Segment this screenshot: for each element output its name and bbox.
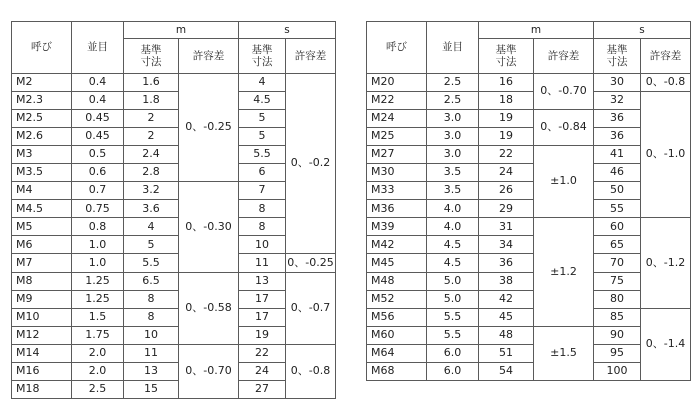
cell-s-tolerance: 0、-1.4 <box>641 308 691 380</box>
table-row <box>12 254 336 272</box>
cell-m-tolerance: 0、-0.25 <box>179 74 239 182</box>
header-pitch: 並目 <box>72 22 124 74</box>
table-row <box>12 272 336 290</box>
cell-pitch: 4.0 <box>427 218 479 236</box>
cell-s-basic: 24 <box>239 362 286 380</box>
cell-m-tolerance: 0、-0.70 <box>179 344 239 398</box>
cell-m-basic: 29 <box>479 200 534 218</box>
cell-pitch: 2.0 <box>72 362 124 380</box>
cell-s-basic: 95 <box>594 344 641 362</box>
cell-pitch: 6.0 <box>427 344 479 362</box>
cell-pitch: 5.0 <box>427 290 479 308</box>
cell-m-tolerance: 0、-0.70 <box>534 74 594 110</box>
cell-name: M4.5 <box>12 200 72 218</box>
cell-m-basic: 19 <box>479 128 534 146</box>
cell-s-basic: 50 <box>594 182 641 200</box>
cell-s-basic: 100 <box>594 362 641 380</box>
cell-m-tolerance: 0、-0.30 <box>179 182 239 272</box>
cell-m-tolerance: 0、-0.58 <box>179 272 239 344</box>
cell-pitch: 0.45 <box>72 128 124 146</box>
header-m: m <box>479 22 594 39</box>
cell-name: M68 <box>367 362 427 380</box>
table-row <box>367 92 691 110</box>
cell-name: M24 <box>367 110 427 128</box>
cell-m-basic: 15 <box>124 380 179 398</box>
cell-name: M2.5 <box>12 110 72 128</box>
cell-m-basic: 5.5 <box>124 254 179 272</box>
cell-name: M60 <box>367 326 427 344</box>
cell-name: M10 <box>12 308 72 326</box>
cell-s-basic: 17 <box>239 290 286 308</box>
cell-name: M25 <box>367 128 427 146</box>
cell-m-basic: 4 <box>124 218 179 236</box>
cell-pitch: 2.5 <box>72 380 124 398</box>
cell-s-basic: 6 <box>239 164 286 182</box>
cell-pitch: 1.0 <box>72 236 124 254</box>
cell-s-basic: 60 <box>594 218 641 236</box>
cell-pitch: 4.0 <box>427 200 479 218</box>
cell-name: M18 <box>12 380 72 398</box>
cell-s-basic: 32 <box>594 92 641 110</box>
cell-s-basic: 10 <box>239 236 286 254</box>
cell-pitch: 3.0 <box>427 146 479 164</box>
cell-s-tolerance: 0、-0.2 <box>286 74 336 254</box>
cell-s-basic: 22 <box>239 344 286 362</box>
cell-pitch: 0.75 <box>72 200 124 218</box>
cell-m-basic: 2.8 <box>124 164 179 182</box>
cell-s-basic: 46 <box>594 164 641 182</box>
cell-name: M3 <box>12 146 72 164</box>
cell-name: M39 <box>367 218 427 236</box>
cell-name: M45 <box>367 254 427 272</box>
cell-pitch: 0.8 <box>72 218 124 236</box>
cell-m-tolerance: 0、-0.84 <box>534 110 594 146</box>
cell-name: M2.6 <box>12 128 72 146</box>
cell-m-basic: 8 <box>124 290 179 308</box>
cell-pitch: 1.5 <box>72 308 124 326</box>
cell-pitch: 1.75 <box>72 326 124 344</box>
cell-name: M48 <box>367 272 427 290</box>
cell-pitch: 0.5 <box>72 146 124 164</box>
cell-name: M4 <box>12 182 72 200</box>
cell-pitch: 5.5 <box>427 326 479 344</box>
header-s-basic: 基準 寸法 <box>594 39 641 74</box>
cell-m-basic: 13 <box>124 362 179 380</box>
cell-pitch: 4.5 <box>427 236 479 254</box>
header-s: s <box>594 22 691 39</box>
cell-m-tolerance: ±1.5 <box>534 326 594 380</box>
cell-m-basic: 8 <box>124 308 179 326</box>
header-s-tolerance: 許容差 <box>286 39 336 74</box>
cell-name: M56 <box>367 308 427 326</box>
header-s-tolerance: 許容差 <box>641 39 691 74</box>
cell-pitch: 3.0 <box>427 128 479 146</box>
cell-s-basic: 75 <box>594 272 641 290</box>
cell-name: M64 <box>367 344 427 362</box>
cell-m-basic: 16 <box>479 74 534 92</box>
cell-name: M2 <box>12 74 72 92</box>
cell-name: M52 <box>367 290 427 308</box>
cell-m-basic: 22 <box>479 146 534 164</box>
cell-name: M3.5 <box>12 164 72 182</box>
cell-pitch: 2.5 <box>427 92 479 110</box>
cell-pitch: 1.25 <box>72 272 124 290</box>
cell-s-basic: 70 <box>594 254 641 272</box>
header-s-basic: 基準 寸法 <box>239 39 286 74</box>
cell-m-basic: 51 <box>479 344 534 362</box>
cell-m-basic: 24 <box>479 164 534 182</box>
cell-s-basic: 4 <box>239 74 286 92</box>
cell-s-tolerance: 0、-1.2 <box>641 218 691 308</box>
header-name: 呼び <box>367 22 427 74</box>
cell-s-basic: 55 <box>594 200 641 218</box>
cell-m-basic: 26 <box>479 182 534 200</box>
cell-pitch: 2.5 <box>427 74 479 92</box>
header-m-tolerance: 許容差 <box>534 39 594 74</box>
cell-name: M33 <box>367 182 427 200</box>
table-row <box>367 308 691 326</box>
cell-m-basic: 54 <box>479 362 534 380</box>
header-pitch: 並目 <box>427 22 479 74</box>
cell-s-basic: 85 <box>594 308 641 326</box>
cell-pitch: 0.4 <box>72 92 124 110</box>
cell-m-basic: 10 <box>124 326 179 344</box>
cell-m-basic: 2 <box>124 110 179 128</box>
cell-s-basic: 13 <box>239 272 286 290</box>
cell-s-tolerance: 0、-0.8 <box>286 344 336 398</box>
cell-name: M36 <box>367 200 427 218</box>
cell-s-basic: 36 <box>594 128 641 146</box>
table-row <box>367 74 691 92</box>
header-s: s <box>239 22 336 39</box>
cell-m-basic: 48 <box>479 326 534 344</box>
cell-pitch: 3.5 <box>427 182 479 200</box>
cell-name: M22 <box>367 92 427 110</box>
cell-name: M14 <box>12 344 72 362</box>
cell-s-basic: 7 <box>239 182 286 200</box>
cell-s-tolerance: 0、-0.8 <box>641 74 691 92</box>
cell-m-basic: 36 <box>479 254 534 272</box>
cell-s-basic: 80 <box>594 290 641 308</box>
cell-name: M8 <box>12 272 72 290</box>
cell-m-basic: 5 <box>124 236 179 254</box>
cell-name: M16 <box>12 362 72 380</box>
cell-s-basic: 19 <box>239 326 286 344</box>
cell-m-basic: 1.8 <box>124 92 179 110</box>
dimension-table-right <box>366 21 691 381</box>
cell-m-basic: 3.6 <box>124 200 179 218</box>
cell-s-basic: 4.5 <box>239 92 286 110</box>
header-m-basic: 基準 寸法 <box>479 39 534 74</box>
header-name: 呼び <box>12 22 72 74</box>
cell-name: M5 <box>12 218 72 236</box>
cell-m-basic: 45 <box>479 308 534 326</box>
cell-m-basic: 31 <box>479 218 534 236</box>
cell-pitch: 0.6 <box>72 164 124 182</box>
cell-m-basic: 42 <box>479 290 534 308</box>
cell-s-basic: 11 <box>239 254 286 272</box>
cell-pitch: 5.5 <box>427 308 479 326</box>
cell-pitch: 1.25 <box>72 290 124 308</box>
cell-s-tolerance: 0、-1.0 <box>641 92 691 218</box>
cell-pitch: 3.0 <box>427 110 479 128</box>
cell-m-basic: 19 <box>479 110 534 128</box>
table-row <box>12 74 336 92</box>
cell-s-basic: 65 <box>594 236 641 254</box>
cell-pitch: 0.7 <box>72 182 124 200</box>
cell-m-basic: 3.2 <box>124 182 179 200</box>
cell-name: M30 <box>367 164 427 182</box>
cell-s-basic: 5 <box>239 128 286 146</box>
cell-name: M7 <box>12 254 72 272</box>
cell-m-tolerance: ±1.2 <box>534 218 594 326</box>
cell-name: M12 <box>12 326 72 344</box>
cell-pitch: 6.0 <box>427 362 479 380</box>
cell-s-basic: 8 <box>239 200 286 218</box>
header-m-basic: 基準 寸法 <box>124 39 179 74</box>
cell-pitch: 0.4 <box>72 74 124 92</box>
cell-m-basic: 34 <box>479 236 534 254</box>
cell-s-tolerance: 0、-0.25 <box>286 254 336 272</box>
cell-s-basic: 41 <box>594 146 641 164</box>
cell-s-basic: 27 <box>239 380 286 398</box>
cell-s-basic: 5.5 <box>239 146 286 164</box>
cell-m-basic: 6.5 <box>124 272 179 290</box>
cell-name: M6 <box>12 236 72 254</box>
cell-pitch: 4.5 <box>427 254 479 272</box>
cell-name: M2.3 <box>12 92 72 110</box>
table-row <box>12 344 336 362</box>
cell-m-basic: 2.4 <box>124 146 179 164</box>
cell-pitch: 5.0 <box>427 272 479 290</box>
cell-name: M42 <box>367 236 427 254</box>
header-m: m <box>124 22 239 39</box>
cell-s-basic: 30 <box>594 74 641 92</box>
cell-m-tolerance: ±1.0 <box>534 146 594 218</box>
header-m-tolerance: 許容差 <box>179 39 239 74</box>
dimension-table-left <box>11 21 336 399</box>
cell-pitch: 2.0 <box>72 344 124 362</box>
cell-pitch: 0.45 <box>72 110 124 128</box>
cell-s-basic: 17 <box>239 308 286 326</box>
cell-name: M27 <box>367 146 427 164</box>
cell-name: M20 <box>367 74 427 92</box>
cell-name: M9 <box>12 290 72 308</box>
cell-m-basic: 1.6 <box>124 74 179 92</box>
cell-s-tolerance: 0、-0.7 <box>286 272 336 344</box>
cell-pitch: 3.5 <box>427 164 479 182</box>
cell-m-basic: 11 <box>124 344 179 362</box>
cell-m-basic: 38 <box>479 272 534 290</box>
table-row <box>367 218 691 236</box>
cell-s-basic: 5 <box>239 110 286 128</box>
cell-s-basic: 90 <box>594 326 641 344</box>
cell-m-basic: 2 <box>124 128 179 146</box>
cell-s-basic: 8 <box>239 218 286 236</box>
cell-m-basic: 18 <box>479 92 534 110</box>
cell-s-basic: 36 <box>594 110 641 128</box>
cell-pitch: 1.0 <box>72 254 124 272</box>
